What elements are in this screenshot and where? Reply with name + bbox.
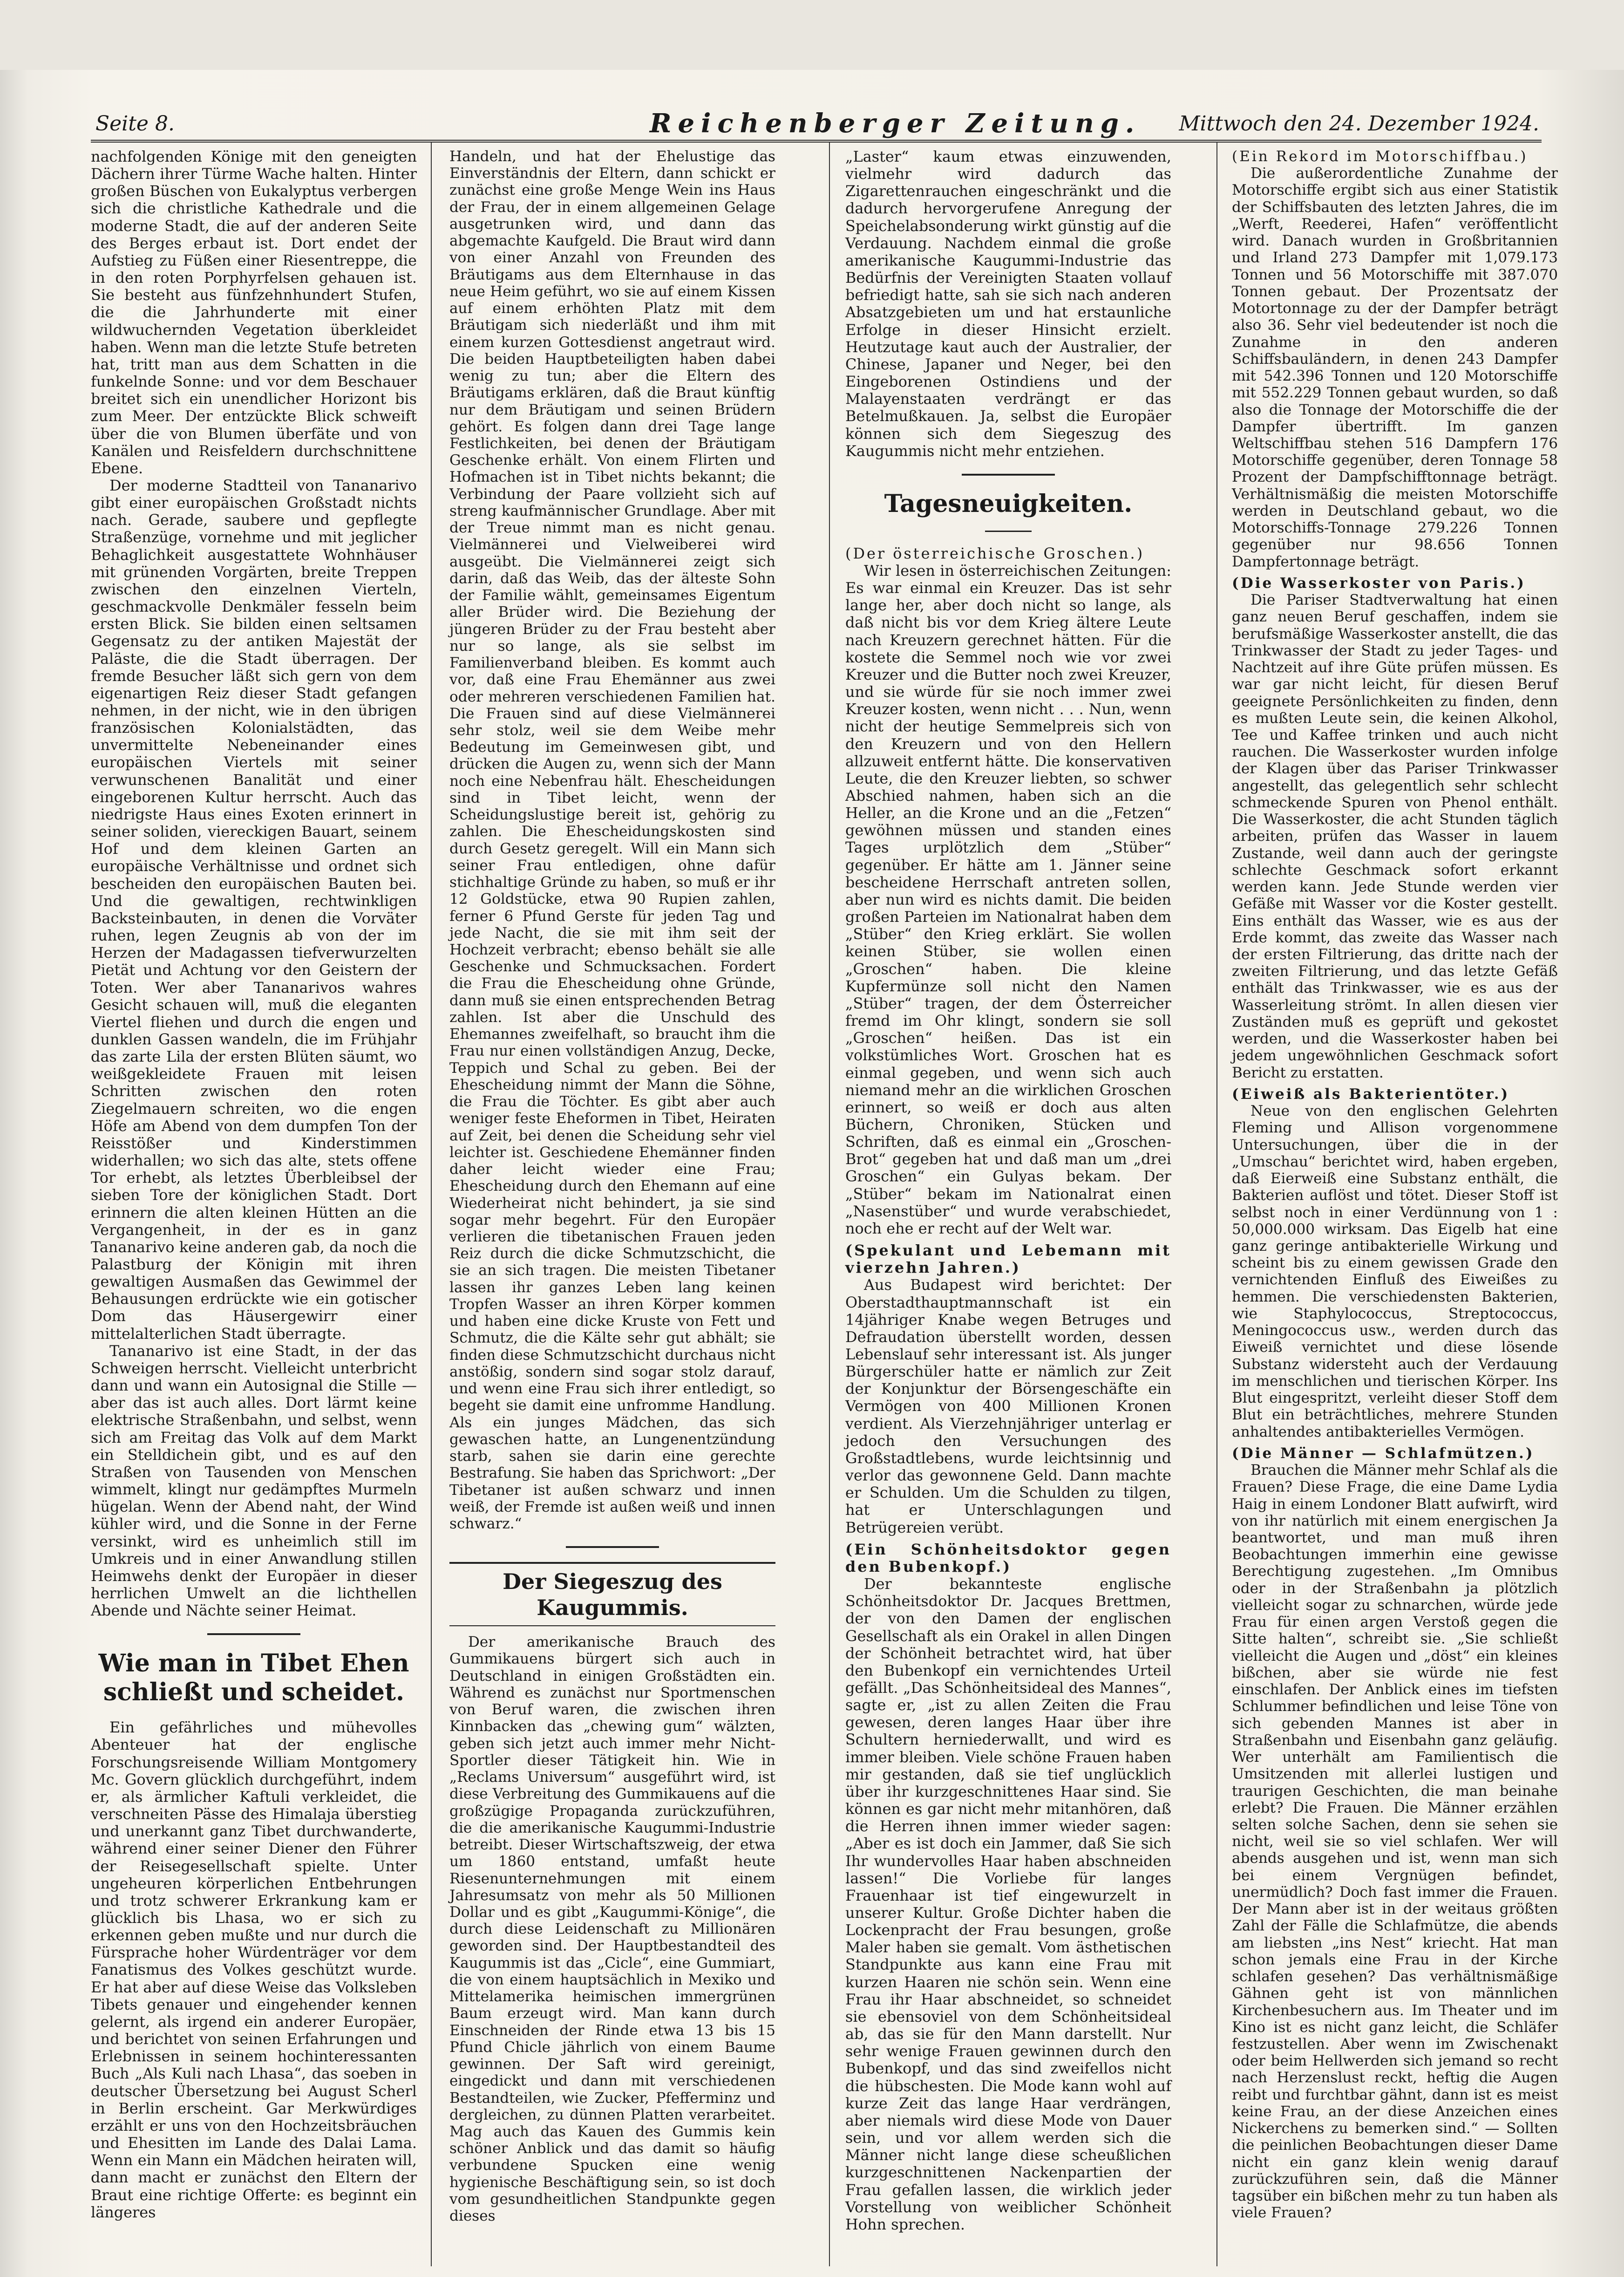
article-paragraph: nachfolgenden Könige mit den geneigten Dächern ihrer Türme Wache halten. Hinter großen Büschen von Eukalyptus verbergen sich die christliche Kathedrale und die moderne Stadt, die auf der anderen Seite des Berges erbaut ist. Dort endet der Aufstieg zu Füßen einer Riesentreppe, die in den roten Porphyrfelsen gehauen ist. Sie besteht aus fünfzehnhundert Stufen, die die Jahrhunderte mit einer wildwuchernden Vegetation überkleidet haben. Wenn man die letzte Stufe betreten hat, tritt man aus dem Schatten in die funkelnde Sonne: und vor dem Beschauer breitet sich ein unendlicher Horizont bis zum Meer. Der entzückte Blick schweift über die von Blumen überfäte und von Kanälen und Reisfeldern durchschnittene Ebene.	[91, 148, 417, 477]
news-item-title: (Ein Schönheitsdoktor gegen den Bubenkopf.)	[845, 1540, 1171, 1575]
column-2	[449, 148, 775, 2224]
column-4	[1232, 148, 1558, 2222]
article-paragraph: Neue von den englischen Gelehrten Fleming und Allison vorgenommene Untersuchungen, über die in der „Umschau“ berichtet wird, haben ergeben, daß Eierweiß eine Substanz enthält, die Bakterien auflöst und tötet. Dieser Stoff ist selbst noch in einer Verdünnung von 1 : 50,000.000 wirksam. Das Eigelb hat eine ganz geringe antibakterielle Wirkung und scheint bis zu einem gewissen Grade den vernichtenden Einfluß des Eiweißes zu hemmen. Die verschiedensten Bakterien, wie Staphylococcus, Streptococcus, Meningococcus usw., werden durch das Eiweiß vernichtet und diese lösende Substanz widersteht auch der Verdauung im menschlichen und tierischen Körper. Ins Blut eingespritzt, verleiht dieser Stoff dem Blut ein beträchtliches, mehrere Stunden anhaltendes antibakterielles Vermögen.	[1232, 1103, 1558, 1440]
article-headline: Der Siegeszug des Kaugummis.	[449, 1562, 775, 1626]
article-headline: Wie man in Tibet Ehen schließt und scheidet.	[98, 1649, 409, 1707]
article-separator	[566, 1546, 659, 1548]
article-paragraph: Ein gefährliches und mühevolles Abenteuer hat der englische Forschungsreisende William Montgomery Mc. Govern glücklich durchgeführt, indem er, als ärmlicher Kaftuli verkleidet, die verschneiten Pässe des Himalaja überstieg und unerkannt ganz Tibet durchwanderte, während einer seiner Diener den Führer der Reisegesellschaft spielte. Unter ungeheuren körperlichen Entbehrungen und trotz schwerer Erkrankung kam er glücklich bis Lhasa, wo er sich zu erkennen geben mußte und nur durch die Fürsprache hoher Würdenträger vor dem Fanatismus des Volkes geschützt wurde. Er hat aber auf diese Weise das Volksleben Tibets genauer und eingehender kennen gelernt, als irgend ein anderer Europäer, und berichtet von seinen Erfahrungen und Erlebnissen in seinem hochinteressanten Buch „Als Kuli nach Lhasa“, das soeben in deutscher Übersetzung bei August Scherl in Berlin erscheint. Gar Merkwürdiges erzählt er uns von den Hochzeitsbräuchen und Ehesitten im Lande des Dalai Lama. Wenn ein Mann ein Mädchen heiraten will, dann macht er zunächst den Eltern der Braut eine richtige Offerte: es beginnt ein längeres	[91, 1718, 417, 2221]
masthead	[91, 107, 1539, 140]
column-divider	[431, 142, 432, 2266]
column-3	[845, 148, 1171, 2233]
article-paragraph: Brauchen die Männer mehr Schlaf als die Frauen? Diese Frage, die eine Dame Lydia Haig in einem Londoner Blatt aufwirft, wird von ihr natürlich mit einem energischen Ja beantwortet, und man muß ihren Beobachtungen immerhin eine gewisse Berechtigung zugestehen. „Im Omnibus oder in der Straßenbahn ja plötzlich vielleicht sogar zu schnarchen, würde jede Frau für einen argen Verstoß gegen die Sitte halten“, schreibt sie. „Sie schließt vielleicht die Augen und „döst“ ein kleines bißchen, aber sie würde nie fest einschlafen. Der Anblick eines im tiefsten Schlummer befindlichen und leise Töne von sich gebenden Mannes ist aber in Straßenbahn und Eisenbahn ganz geläufig. Wer unterhält am Familientisch die Umsitzenden mit allerlei lustigen und traurigen Geschichten, die man beinahe erlebt? Die Frauen. Die Männer erzählen selten solche Sachen, denn sie sehen sie nicht, weil sie so viel schlafen. Wer will abends ausgehen und ist, wenn man sich bei einem Vergnügen befindet, unermüdlich? Doch fast immer die Frauen. Der Mann aber ist in der weitaus größten Zahl der Fälle die Schlafmütze, die abends am liebsten „ins Nest“ kriecht. Hat man schon jemals eine Frau in der Kirche schlafen gesehen? Das verhältnismäßige Gähnen geht ist von männlichen Kirchenbesuchern aus. Im Theater und im Kino ist es nicht ganz leicht, die Schläfer festzustellen. Aber wenn im Zwischenakt oder beim Hellwerden sich jemand so recht nach Herzenslust reckt, heftig die Augen reibt und furchtbar gähnt, dann ist es meist keine Frau, an der diese Anzeichen eines Nickerchens zu bemerken sind.“ — Sollten die peinlichen Beobachtungen dieser Dame nicht ein ganz klein wenig darauf zurückzuführen sein, daß die Männer tagsüber ein bißchen mehr zu tun haben als viele Frauen?	[1232, 1462, 1558, 2222]
article-separator	[207, 1633, 300, 1635]
article-paragraph: Tananarivo ist eine Stadt, in der das Schweigen herrscht. Vielleicht unterbricht dann und wann ein Autosignal die Stille — aber das ist auch alles. Dort lärmt keine elektrische Straßenbahn, und selbst, wenn sich am Freitag das Volk auf dem Markt ein Stelldichein gibt, und es auf den Straßen von Tausenden von Menschen wimmelt, klingt nur gedämpftes Murmeln hügelan. Wenn der Abend naht, der Wind kühler wird, und die Sonne in der Ferne versinkt, wird es unheimlich still im Umkreis und in einer Anwandlung stillen Heimwehs denkt der Europäer in dieser herrlichen Umwelt an die lichthellen Abende und Nächte seiner Heimat.	[91, 1342, 417, 1620]
section-rule	[985, 531, 1032, 532]
article-paragraph: Der moderne Stadtteil von Tananarivo gibt einer europäischen Großstadt nichts nach. Gerade, saubere und gepflegte Straßenzüge, vornehme und mit jeglicher Behaglichkeit ausgestattete Wohnhäuser mit grünenden Vorgärten, breite Treppen zwischen den einzelnen Vierteln, geschmackvolle Denkmäler fesseln beim ersten Blick. Sie bilden einen seltsamen Gegensatz zu der antiken Majestät der Paläste, die die Stadt überragen. Der fremde Besucher läßt sich gern von dem eigenartigen Reiz dieser Stadt gefangen nehmen, in der nicht, wie in den übrigen französischen Kolonialstädten, das unvermittelte Nebeneinander eines europäischen Viertels mit seiner verwunschenen Banalität und einer eingeborenen Kultur herrscht. Auch das niedrigste Haus eines Exoten erinnert in seiner soliden, viereckigen Bauart, seinem Hof und dem kleinen Garten an europäische Verhältnisse und ordnet sich bescheiden den europäischen Bauten bei. Und die gewaltigen, rechtwinkligen Backsteinbauten, in denen die Vorväter ruhen, legen Zeugnis ab von der im Herzen der Madagassen tiefverwurzelten Pietät und Achtung vor den Geistern der Toten. Wer aber Tananarivos wahres Gesicht schauen will, muß die eleganten Viertel fliehen und durch die engen und dunklen Gassen wandeln, die im Frühjahr das zarte Lila der ersten Blüten säumt, wo weißgekleidete Frauen mit leisen Schritten zwischen den roten Ziegelmauern schreiten, wo die engen Höfe am Abend von dem dumpfen Ton der Reisstößer und Kinderstimmen widerhallen; wo sich das alte, stets offene Tor erhebt, als letztes Überbleibsel der sieben Tore der königlichen Stadt. Dort erinnern die alten kleinen Hütten an die Vergangenheit, in der es in ganz Tananarivo keine anderen gab, da noch die Palastburg der Königin mit ihren gewaltigen Ausmaßen das Gewimmel der Behausungen erdrückte wie ein gotischer Dom das Häusergewirr einer mittelalterlichen Stadt überragte.	[91, 476, 417, 1343]
column-divider	[829, 142, 830, 2266]
news-item-title: (Die Männer — Schlafmützen.)	[1232, 1445, 1535, 1462]
news-item-title: (Der österreichische Groschen.)	[845, 544, 1145, 562]
news-item-title: (Die Wasserkoster von Paris.)	[1232, 574, 1526, 592]
masthead-rule	[91, 140, 1542, 143]
article-paragraph: Die außerordentliche Zunahme der Motorschiffe ergibt sich aus einer Statistik der Schiffsbauten des letzten Jahres, die im „Werft, Reederei, Hafen“ veröffentlicht wird. Danach wurden in Großbritannien und Irland 273 Dampfer mit 1,079.173 Tonnen und 56 Motorschiffe mit 387.070 Tonnen gebaut. Der Prozentsatz der Motortonnage zu der der Dampfer beträgt also 36. Sehr viel bedeutender ist noch die Zunahme in den anderen Schiffsbauländern, in denen 243 Dampfer mit 542.396 Tonnen und 120 Motorschiffe mit 552.229 Tonnen gebaut wurden, so daß also die Tonnage der Motorschiffe die der Dampfer übertrifft. Im ganzen Weltschiffbau stehen 516 Dampfern 176 Motorschiffe gegenüber, deren Tonnage 58 Prozent der Dampfschifftonnage beträgt. Verhältnismäßig die meisten Motorschiffe werden in Deutschland gebaut, wo die Motorschiffs-Tonnage 279.226 Tonnen gegenüber nur 98.656 Tonnen Dampfertonnage beträgt.	[1232, 165, 1558, 570]
news-item-title: (Ein Rekord im Motorschiffbau.)	[1232, 148, 1528, 165]
column-divider	[1216, 142, 1217, 2266]
page-number: Seite 8.	[95, 112, 175, 136]
news-item-title: (Eiweiß als Bakterientöter.)	[1232, 1085, 1510, 1103]
news-item-title: (Spekulant und Lebemann mit vierzehn Jahren.)	[845, 1241, 1171, 1277]
article-paragraph: Die Pariser Stadtverwaltung hat einen ganz neuen Beruf geschaffen, indem sie berufsmäßige Wasserkoster anstellt, die das Trinkwasser der Stadt zu jeder Tages- und Nachtzeit auf ihre Güte prüfen müssen. Es war gar nicht leicht, für diesen Beruf geeignete Persönlichkeiten zu finden, denn es mußten Leute sein, die keinen Alkohol, Tee und Kaffee trinken und auch nicht rauchen. Die Wasserkoster wurden infolge der Klagen über das Pariser Trinkwasser angestellt, das gelegentlich sehr schlecht schmeckende Spuren von Phenol enthält. Die Wasserkoster, die acht Stunden täglich arbeiten, prüfen das Wasser in lauem Zustande, weil dann auch der geringste schlechte Geschmack sofort erkannt werden kann. Jede Stunde werden vier Gefäße mit Wasser vor die Koster gestellt. Eins enthält das Wasser, wie es aus der Erde kommt, das zweite das Wasser nach der ersten Filtrierung, das dritte nach der zweiten Filtrierung, und das letzte Gefäß enthält das Trinkwasser, wie es aus der Wasserleitung strömt. In allen diesen vier Zuständen muß es geprüft und gekostet werden, und die Wasserkoster haben bei jedem ungewöhnlichen Geschmack sofort Bericht zu erstatten.	[1232, 592, 1558, 1081]
article-paragraph: Wir lesen in österreichischen Zeitungen: Es war einmal ein Kreuzer. Das ist sehr lange her, aber doch nicht so lange, als daß nicht bis vor dem Krieg ältere Leute nach Kreuzern gerechnet hätten. Für die kostete die Semmel noch wie vor zwei Kreuzer und die Butter noch zwei Kreuzer, und sie würde für sie noch immer zwei Kreuzer kosten, wenn nicht . . . Nun, wenn nicht der heutige Semmelpreis sich von den Kreuzern und von den Hellern allzuweit entfernt hätte. Die konservativen Leute, die den Kreuzer liebten, so schwer Abschied nahmen, haben sich an die Heller, an die Krone und an die „Fetzen“ gewöhnen müssen und standen eines Tages urplötzlich dem „Stüber“ gegenüber. Er hätte am 1. Jänner seine bescheidene Herrschaft antreten sollen, aber nun wird es nichts damit. Die beiden großen Parteien im Nationalrat haben dem „Stüber“ den Krieg erklärt. Sie wollen keinen Stüber, sie wollen einen „Groschen“ haben. Die kleine Kupfermünze soll nicht den Namen „Stüber“ tragen, der dem Österreicher fremd im Ohr klingt, sondern sie soll „Groschen“ heißen. Das ist ein volkstümliches Wort. Groschen hat es einmal gegeben, und wenn sich auch niemand mehr an die wirklichen Groschen erinnert, so weiß er doch aus alten Büchern, Chroniken, Stücken und Schriften, daß es einmal ein „Groschen-Brot“ gegeben hat und daß man um „drei Groschen“ ein Gulyas bekam. Der „Stüber“ bekam im Nationalrat einen „Nasenstüber“ und wurde verabschiedet, noch ehe er recht auf der Welt war.	[845, 561, 1171, 1237]
article-separator	[962, 474, 1055, 476]
newspaper-title: Reichenberger Zeitung.	[650, 108, 1141, 139]
article-paragraph: „Laster“ kaum etwas einzuwenden, vielmehr wird dadurch das Zigarettenrauchen eingeschränkt und die dadurch hervorgerufene Anregung der Speichelabsonderung wirkt günstig auf die Verdauung. Nachdem einmal die große amerikanische Kaugummi-Industrie das Bedürfnis der Vereinigten Staaten vollauf befriedigt hatte, sah sie sich nach anderen Absatzgebieten um und hat erstaunliche Erfolge in dieser Hinsicht erzielt. Heutzutage kaut auch der Australier, der Chinese, Japaner und Neger, bei den Eingeborenen Ostindiens und der Malayenstaaten verdrängt er das Betelmußkauen. Ja, selbst die Europäer können sich dem Siegeszug des Kaugummis nicht mehr entziehen.	[845, 148, 1171, 460]
issue-date: Mittwoch den 24. Dezember 1924.	[1179, 112, 1539, 136]
article-paragraph: Aus Budapest wird berichtet: Der Oberstadthauptmannschaft ist ein 14jähriger Knabe wegen Betruges und Defraudation überstellt worden, dessen Lebenslauf sehr interessant ist. Als junger Bürgerschüler hatte er nämlich zur Zeit der Konjunktur der Börsengeschäfte ein Vermögen von 400 Millionen Kronen verdient. Als Vierzehnjähriger unterlag er jedoch den Versuchungen des Großstadtlebens, wurde leichtsinnig und verlor das gewonnene Geld. Dann machte er Schulden. Um die Schulden zu tilgen, hat er Unterschlagungen und Betrügereien verübt.	[845, 1276, 1171, 1536]
article-paragraph: Der amerikanische Brauch des Gummikauens bürgert sich auch in Deutschland in einigen Großstädten ein. Während es zunächst nur Sportmenschen von Beruf waren, die zwischen ihren Kinnbacken das „chewing gum“ wälzten, geben sich jetzt auch immer mehr Nicht-Sportler dieser Tätigkeit hin. Wie in „Reclams Universum“ ausgeführt wird, ist diese Verbreitung des Gummikauens auf die großzügige Propaganda zurückzuführen, die die amerikanische Kaugummi-Industrie betreibt. Dieser Wirtschaftszweig, der etwa um 1860 entstand, umfaßt heute Riesenunternehmungen mit einem Jahresumsatz von mehr als 50 Millionen Dollar und es gibt „Kaugummi-Könige“, die durch diese Leidenschaft zu Millionären geworden sind. Der Hauptbestandteil des Kaugummis ist das „Cicle“, eine Gummiart, die von einem hauptsächlich in Mexiko und Mittelamerika heimischen immergrünen Baum erzeugt wird. Man kann durch Einschneiden der Rinde etwa 13 bis 15 Pfund Chicle jährlich von einem Baume gewinnen. Der Saft wird gereinigt, eingedickt und dann mit verschiedenen Bestandteilen, wie Zucker, Pfefferminz und dergleichen, zu dünnen Platten verarbeitet. Mag auch das Kauen des Gummis kein schöner Anblick und das damit so häufig verbundene Spucken eine wenig hygienische Beschäftigung sein, so ist doch vom gesundheitlichen Standpunkte gegen dieses	[449, 1634, 775, 2225]
section-headline: Tagesneuigkeiten.	[884, 489, 1133, 518]
article-paragraph: Handeln, und hat der Ehelustige das Einverständnis der Eltern, dann schickt er zunächst eine große Menge Wein ins Haus der Frau, der in einem allgemeinen Gelage ausgetrunken wird, und dann das abgemachte Kaufgeld. Die Braut wird dann von einer Anzahl von Freunden des Bräutigams aus dem Elternhause in das neue Heim geführt, wo sie auf einem Kissen auf einem erhöhten Platz mit dem Bräutigam sich niederläßt und ihm mit einem kurzen Gottesdienst angetraut wird. Die beiden Hauptbeteiligten haben dabei wenig zu tun; aber die Eltern des Bräutigams erklären, daß die Braut künftig nur dem Bräutigam und seinen Brüdern gehört. Es folgen dann drei Tage lange Festlichkeiten, bei denen der Bräutigam Geschenke erhält. Von einem Flirten und Hofmachen ist in Tibet nichts bekannt; die Verbindung der Paare vollzieht sich auf streng kaufmännischer Grundlage. Aber mit der Treue nimmt man es nicht genau. Vielmännerei und Vielweiberei wird ausgeübt. Die Vielmännerei zeigt sich darin, daß das Weib, das der älteste Sohn der Familie wählt, gemeinsames Eigentum aller Brüder wird. Die Beziehung der jüngeren Brüder zu der Frau besteht aber nur so lange, als sie selbst im Familienverband bleiben. Es kommt auch vor, daß eine Frau Ehemänner aus zwei oder mehreren verschiedenen Familien hat. Die Frauen sind auf diese Vielmännerei sehr stolz, weil sie dem Weibe mehr Bedeutung im Gemeinwesen gibt, und drücken die Augen zu, wenn sich der Mann noch eine Nebenfrau hält. Ehescheidungen sind in Tibet leicht, wenn der Scheidungslustige bereit ist, gehörig zu zahlen. Die Ehescheidungskosten sind durch Gesetz geregelt. Will ein Mann sich seiner Frau entledigen, ohne dafür stichhaltige Gründe zu haben, so muß er ihr 12 Goldstücke, etwa 90 Rupien zahlen, ferner 6 Pfund Gerste für jeden Tag und jede Nacht, die sie mit ihm seit der Hochzeit verbracht; ebenso behält sie alle Geschenke und Schmucksachen. Fordert die Frau die Ehescheidung ohne Gründe, dann muß sie einen entsprechenden Betrag zahlen. Ist aber die Unschuld des Ehemannes zweifelhaft, so braucht ihm die Frau nur einen vollständigen Anzug, Decke, Teppich und Schal zu geben. Bei der Ehescheidung nimmt der Mann die Söhne, die Frau die Töchter. Es gibt aber auch weniger feste Eheformen in Tibet, Heiraten auf Zeit, bei denen die Scheidung sehr viel leichter ist. Geschiedene Ehemänner finden daher leicht wieder eine Frau; Ehescheidung durch den Ehemann auf eine Wiederheirat nicht behindert, ja sie sind sogar mehr begehrt. Für den Europäer verlieren die tibetanischen Frauen jeden Reiz durch die dicke Schmutzschicht, die sie an sich tragen. Die meisten Tibetaner lassen ihr ganzes Leben lang keinen Tropfen Wasser an ihren Körper kommen und haben eine dicke Kruste von Fett und Schmutz, die die Kälte sehr gut abhält; sie finden diese Schmutzschicht durchaus nicht anstößig, sondern sind sogar stolz darauf, und wenn eine Frau sich ihrer entledigt, so begeht sie damit eine unfromme Handlung. Als ein junges Mädchen, das sich gewaschen hatte, an Lungenentzündung starb, sahen sie darin eine gerechte Bestrafung. Sie haben das Sprichwort: „Der Tibetaner ist außen schwarz und innen weiß, der Fremde ist außen weiß und innen schwarz.“	[449, 148, 775, 1532]
column-1	[91, 148, 417, 2221]
scan-top-margin	[0, 0, 1624, 70]
article-paragraph: Der bekannteste englische Schönheitsdoktor Dr. Jacques Brettmen, der von den Damen der englischen Gesellschaft als ein Orakel in allen Dingen der Schönheit betrachtet wird, hat über den Bubenkopf ein vernichtendes Urteil gefällt. „Das Schönheitsideal des Mannes“, sagte er, „ist zu allen Zeiten die Frau gewesen, deren langes Haar über ihre Schultern herniederwallt, und wird es immer bleiben. Viele schöne Frauen haben mir gestanden, daß sie tief unglücklich über ihr kurzgeschnittenes Haar sind. Sie können es gar nicht mehr mitanhören, daß die Herren ihnen immer wieder sagen: „Aber es ist doch ein Jammer, daß Sie sich Ihr wundervolles Haar haben abschneiden lassen!“ Die Vorliebe für langes Frauenhaar ist tief eingewurzelt in unserer Kultur. Große Dichter haben die Lockenpracht der Frau besungen, große Maler haben sie gemalt. Vom ästhetischen Standpunkte aus kann eine Frau mit kurzen Haaren nie schön sein. Wenn eine Frau ihr Haar abschneidet, so schneidet sie ebensoviel von dem Schönheitsideal ab, das sie für den Mann darstellt. Nur sehr wenige Frauen gewinnen durch den Bubenkopf, und das sind zweifellos nicht die hübschesten. Die Mode kann wohl auf kurze Zeit das lange Haar verdrängen, aber niemals wird diese Mode von Dauer sein, und vor allem werden sich die Männer nicht lange diese scheußlichen kurzgeschnittenen Nackenpartien der Frau gefallen lassen, die wirklich jeder Vorstellung von weiblicher Schönheit Hohn sprechen.	[845, 1575, 1171, 2233]
